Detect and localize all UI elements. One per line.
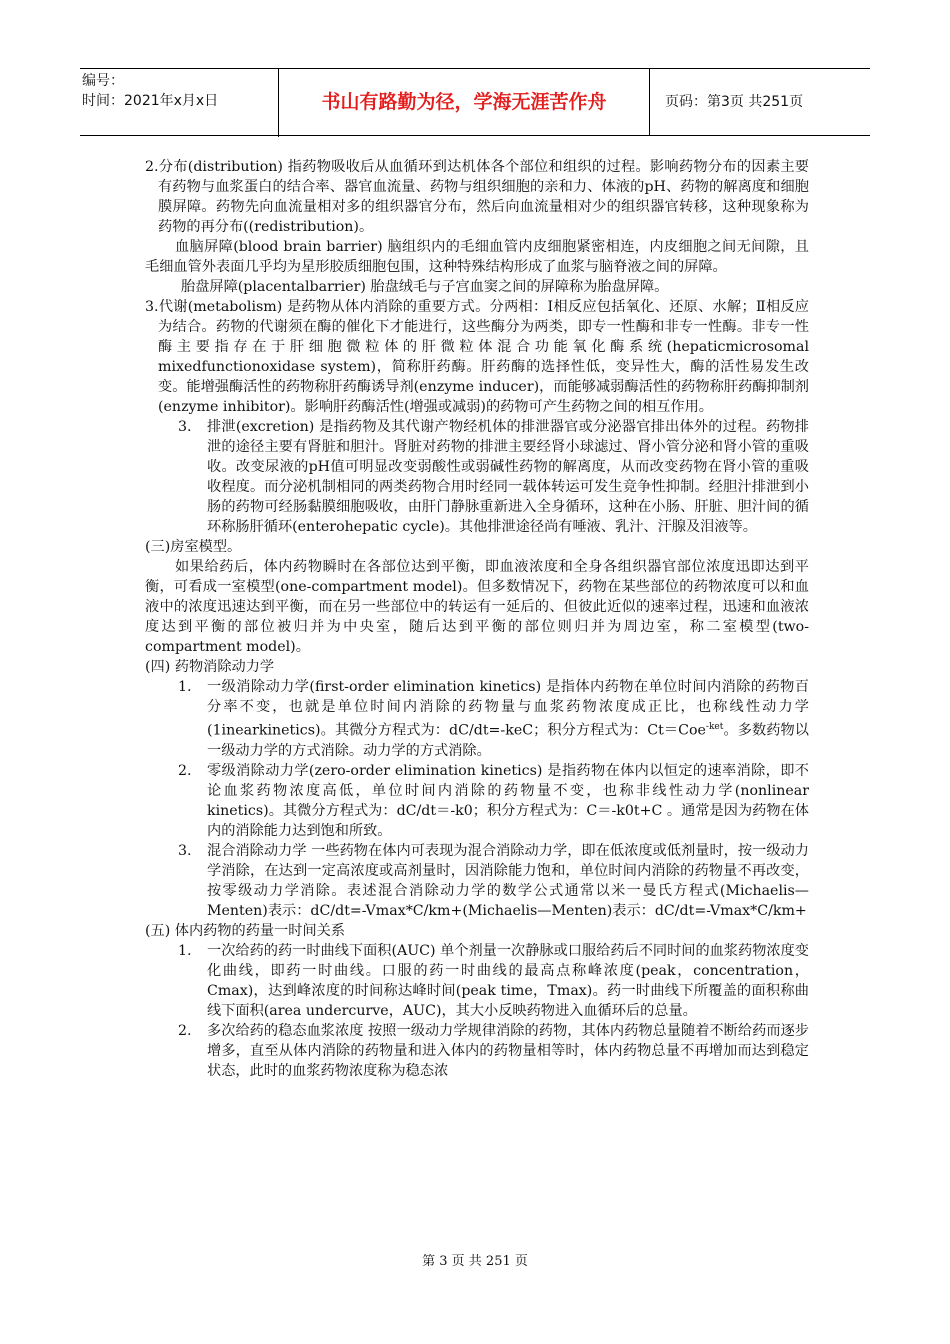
list-number: 1.: [178, 679, 192, 695]
section-heading-elimination: (四) 药物消除动力学: [145, 659, 275, 675]
paragraph-text: 。多数药物以一级动力学的方式消除。动力学的方式消除。: [207, 722, 809, 759]
header-meta: [80, 69, 279, 137]
page-footer: 第 3 页 共 251 页: [422, 1254, 528, 1269]
list-number: 3.: [178, 419, 192, 435]
time-label: 时间：2021年x月x日: [82, 93, 219, 109]
list-number: 1.: [178, 942, 192, 959]
list-item-zero-order: [145, 761, 809, 841]
section-heading-dose-time: (五) 体内药物的药量一时间关系: [145, 922, 346, 939]
paragraph-distribution: 2.分布(distribution) 指药物吸收后从血循环到达机体各个部位和组织的过程。影响药物分布的因素主要有药物与血浆蛋白的结合率、器官血流量、药物与组织细胞的亲和力、体液的pH、药物的解离度和细胞膜屏障。药物先向血流量相对多的组织器官分布，然后向血流量相对少的组织器官转移，这种现象称为药物的再分布((redistribution)。: [145, 159, 809, 235]
paragraph-metabolism: 3.代谢(metabolism) 是药物从体内消除的重要方式。分两相：I相反应包括氧化、还原、水解；Ⅱ相反应为结合。药物的代谢须在酶的催化下才能进行，这些酶分为两类，即专一性酶和非专一性酶。非专一性酶主要指存在于肝细胞微粒体的肝微粒体混合功能氧化酶系统(hepaticmicrosomal mixedfunctionoxidase system)，简称肝药酶。肝药酶的选择性低，变异性大，酶的活性易发生改变。能增强酶活性的药物称肝药酶诱导剂(enzyme inducer)，而能够减弱酶活性的药物称肝药酶抑制剂(enzyme inhibitor)。影响肝药酶活性(增强或减弱)的药物可产生药物之间的相互作用。: [145, 299, 809, 415]
document-body: [145, 157, 809, 1081]
paragraph-blood-brain-barrier: 血脑屏障(blood brain barrier) 脑组织内的毛细血管内皮细胞紧密相连，内皮细胞之间无间隙，且毛细血管外表面几乎均为星形胶质细胞包围，这种特殊结构形成了血浆与脑脊液之间的屏障。: [145, 239, 809, 275]
list-number: 2.: [178, 762, 192, 779]
paragraph-text: 排泄(excretion) 是指药物及其代谢产物经机体的排泄器官或分泌器官排出体外的过程。药物排泄的途径主要有肾脏和胆汁。肾脏对药物的排泄主要经肾小球滤过、肾小管分泌和肾小管的重吸收。改变尿液的pH值可明显改变弱酸性或弱碱性药物的解离度，从而改变药物在肾小管的重吸收程度。而分泌机制相同的两类药物合用时经同一载体转运可发生竞争性抑制。经胆汁排泄到小肠的药物可经肠黏膜细胞吸收，由肝门静脉重新进入全身循环，这种在小肠、肝脏、胆汁间的循环称肠肝循环(enterohepatic cycle)。其他排泄途径尚有唾液、乳汁、汗腺及泪液等。: [207, 419, 809, 535]
paragraph-text: 零级消除动力学(zero-order elimination kinetics) 是指药物在体内以恒定的速率消除，即不论血浆药物浓度高低，单位时间内消除的药物量不变，也称非线性动力学(nonlinear kinetics)。其微分方程式为：dC/dt＝-k0；积分方程式为：C＝-k0t+C 。通常是因为药物在体内的消除能力达到饱和所致。: [207, 762, 809, 839]
number-label: 编号：: [82, 73, 124, 89]
exponent: -ket: [705, 722, 724, 732]
list-number: 3.: [178, 842, 192, 859]
list-item-steady-state: [145, 1021, 809, 1081]
paragraph-text: 多次给药的稳态血浆浓度 按照一级动力学规律消除的药物，其体内药物总量随着不断给药而逐步增多，直至从体内消除的药物量和进入体内的药物量相等时，体内药物总量不再增加而达到稳定状态，此时的血浆药物浓度称为稳态浓: [207, 1022, 809, 1079]
section-heading-compartment: (三)房室模型。: [145, 539, 242, 555]
paragraph-text: 混合消除动力学 一些药物在体内可表现为混合消除动力学，即在低浓度或低剂量时，按一级动力学消除，在达到一定高浓度或高剂量时，因消除能力饱和，单位时间内消除的药物量不再改变，按零级动力学消除。表述混合消除动力学的数学公式通常以米一曼氏方程式(Michaelis—Menten)表示：dC/dt=-Vmax*C/km+(Michaelis—Menten)表示：dC/dt=-Vmax*C/km+: [207, 842, 809, 919]
paragraph-compartment-model: 如果给药后，体内药物瞬时在各部位达到平衡，即血液浓度和全身各组织器官部位浓度迅即达到平衡，可看成一室模型(one-compartment model)。但多数情况下，药物在某些部位的药物浓度可以和血液中的浓度迅速达到平衡，而在另一些部位中的转运有一延后的、但彼此近似的速率过程，迅速和血液浓度达到平衡的部位被归并为中央室，随后达到平衡的部位则归并为周边室，称二室模型(two-compartment model)。: [145, 559, 809, 655]
paragraph-text: 一级消除动力学(first-order elimination kinetics) 是指体内药物在单位时间内消除的药物百分率不变，也就是单位时间内消除的药物量与血浆药物浓度成正比，也称线性动力学(1inearkinetics)。其微分方程式为：dC/dt=-keC；积分方程式为：Ct＝Coe: [207, 679, 809, 739]
list-item-mixed-order: [145, 841, 809, 921]
list-item-first-order: [145, 677, 809, 761]
page-header: [80, 68, 870, 136]
paragraph-text: 一次给药的药一时曲线下面积(AUC) 单个剂量一次静脉或口服给药后不同时间的血浆药物浓度变化曲线，即药一时曲线。口服的药一时曲线的最高点称峰浓度(peak，concentration，Cmax)，达到峰浓度的时间称达峰时间(peak time，Tmax)。药一时曲线下所覆盖的面积称曲线下面积(area undercurve，AUC)，其大小反映药物进入血循环后的总量。: [207, 942, 809, 1019]
paragraph-excretion: [145, 417, 809, 537]
list-number: 2.: [178, 1022, 192, 1039]
paragraph-placental-barrier: 胎盘屏障(placentalbarrier) 胎盘绒毛与子宫血窦之间的屏障称为胎盘屏障。: [181, 279, 669, 295]
list-item-auc: [145, 941, 809, 1021]
header-page-label: 页码：第3页 共251页: [665, 94, 804, 110]
header-motto: 书山有路勤为径，学海无涯苦作舟: [279, 69, 650, 135]
